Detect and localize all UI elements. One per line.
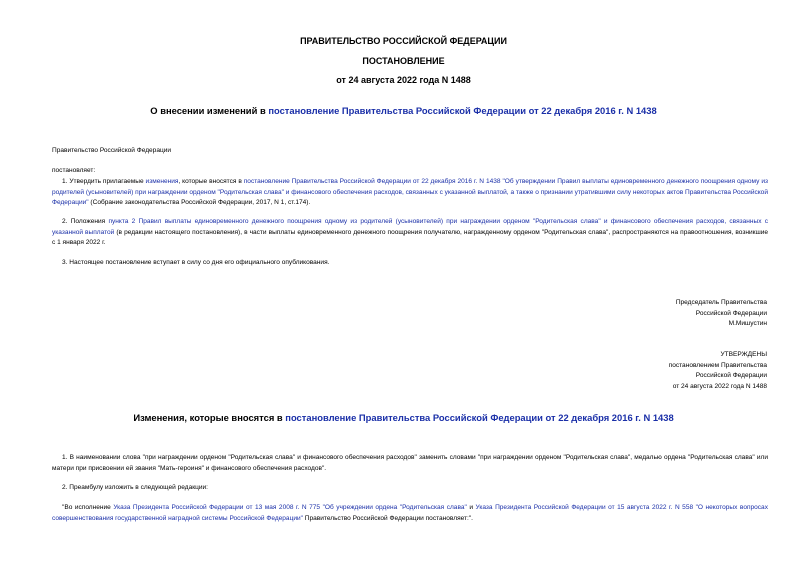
paragraph-1	[52, 177, 768, 209]
paragraph-2	[52, 217, 768, 249]
document-title-prefix: О внесении изменений в	[150, 105, 269, 116]
approved-line3: Российской Федерации	[695, 372, 767, 380]
signature-block	[676, 298, 767, 330]
p1-text-1: 1. Утвердить прилагаемые	[62, 178, 146, 185]
approved-block	[669, 350, 767, 392]
approved-line2: постановлением Правительства	[668, 361, 767, 369]
changes-title-link[interactable]: постановление Правительства Российской Федерации от 22 декабря 2016 г. N 1438	[285, 412, 674, 423]
header-doc-type: ПОСТАНОВЛЕНИЕ	[362, 56, 445, 66]
signature-line2: Российской Федерации	[695, 309, 767, 317]
change-3	[52, 503, 768, 524]
c3-text-1: "Во исполнение	[62, 504, 114, 511]
c3-link-decree-775[interactable]: Указа Президента Российской Федерации от 13 мая 2008 г. N 775 "Об учреждении ордена "Родительская слава"	[113, 504, 467, 511]
signature-line3: М.Мишустин	[728, 320, 767, 328]
document-title-link[interactable]: постановление Правительства Российской Федерации от 22 декабря 2016 г. N 1438	[268, 105, 657, 116]
paragraph-3: 3. Настоящее постановление вступает в силу со дня его официального опубликования.	[62, 259, 330, 266]
header-date-number: от 24 августа 2022 года N 1488	[336, 75, 471, 85]
c3-text-2: и	[466, 504, 476, 511]
approved-line1: УТВЕРЖДЕНЫ	[720, 351, 767, 358]
c3-link-decree-558[interactable]: Указа Президента Российской Федерации от 15 августа 2022 г. N 558 "О некоторых вопросах совершенствования государственной наградной системы Российской Федерации"	[52, 504, 768, 522]
p1-link-decree[interactable]: постановление Правительства Российской Федерации от 22 декабря 2016 г. N 1438 "Об утверждении Правил выплаты единовременного денежного поощрения одному из родителей (усыновителей) при награждении орденом "Родительская слава" и финансового обеспечения расходов, связанных с указанной выплатой, а также о признании утратившими силу некоторых актов Правительства Российской Федерации"	[52, 178, 768, 207]
intro-line1: Правительство Российской Федерации	[52, 147, 172, 154]
change-1: 1. В наименовании слова "при награждении орденом "Родительская слава" и финансового обеспечения расходов" заменить словами "при награждении орденом "Родительская слава", медалью ордена "Родительская слава" или матери при присвоении ей звания "Мать-героиня" и финансового обеспечения расходов".	[52, 454, 768, 472]
p1-text-3: (Собрание законодательства Российской Федерации, 2017, N 1, ст.174).	[88, 199, 311, 207]
document-title	[0, 105, 807, 116]
p1-link-changes[interactable]: изменения	[145, 178, 179, 185]
p2-text-1: 2. Положения	[62, 218, 109, 225]
signature-line1: Председатель Правительства	[675, 299, 767, 306]
changes-title	[0, 412, 807, 423]
approved-line4: от 24 августа 2022 года N 1488	[672, 382, 767, 390]
header-org: ПРАВИТЕЛЬСТВО РОССИЙСКОЙ ФЕДЕРАЦИИ	[300, 36, 507, 46]
c3-text-3: Правительство Российской Федерации постановляет:".	[302, 514, 473, 522]
p1-text-2: , которые вносятся в	[178, 178, 244, 185]
intro-line2: постановляет:	[52, 167, 96, 174]
p2-link-rules[interactable]: пункта 2 Правил выплаты единовременного денежного поощрения одному из родителей (усыновителей) при награждении орденом "Родительская слава" и финансового обеспечения расходов, связанных с указанной выплатой	[52, 218, 768, 236]
p2-text-2: (в редакции настоящего постановления), в части выплаты единовременного денежного поощрения получателю, награжденному орденом "Родительская слава", распространяются на правоотношения, возникшие с 1 января 2022 г.	[52, 228, 769, 247]
changes-title-prefix: Изменения, которые вносятся в	[133, 412, 286, 423]
change-2: 2. Преамбулу изложить в следующей редакции:	[62, 484, 208, 491]
